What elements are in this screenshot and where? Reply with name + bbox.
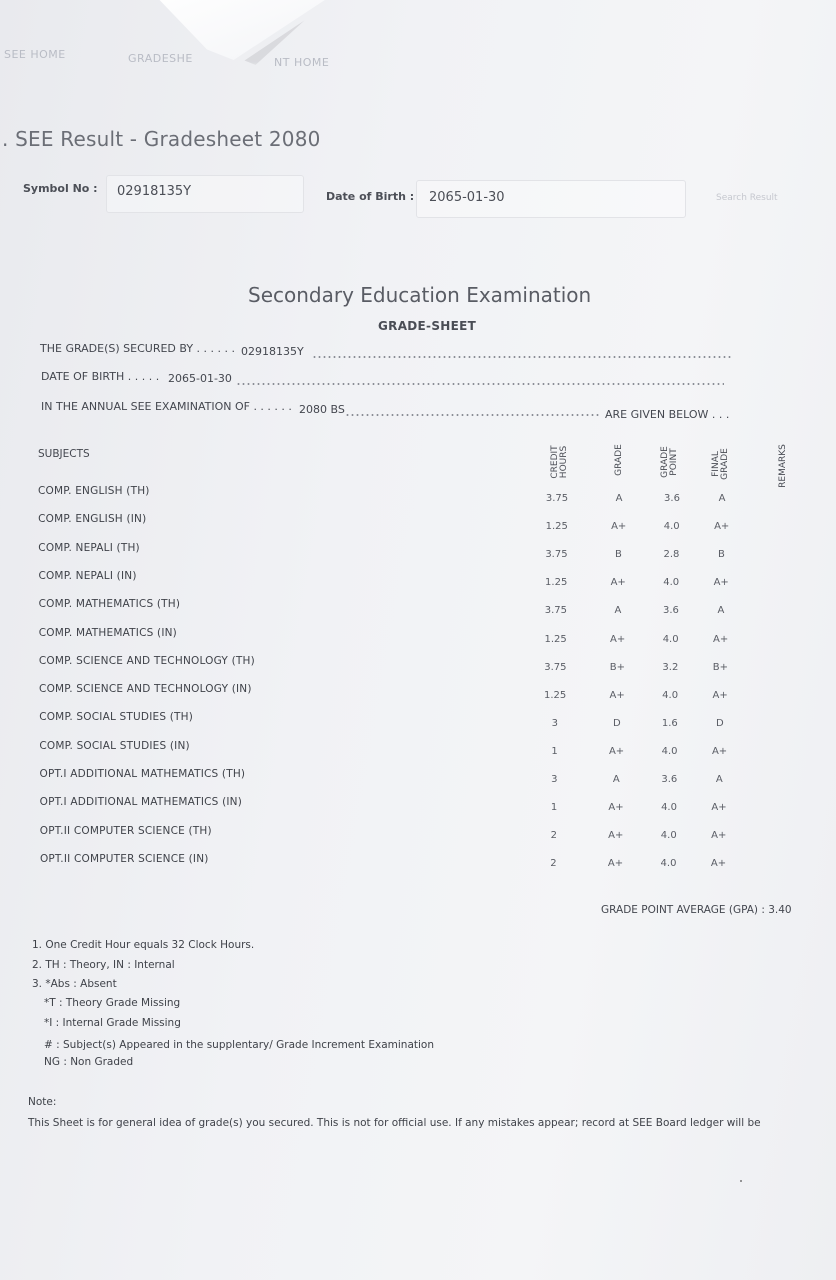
subject-name: OPT.II COMPUTER SCIENCE (IN) [39,852,209,865]
grade-point-cell: 4.0 [660,830,677,842]
legend-item: # : Subject(s) Appeared in the supplentary/ Grade Increment Examination [44,1039,434,1051]
credit-hours-cell: 3.75 [545,549,568,561]
final-grade-cell: A+ [714,521,730,533]
grade-cell: A [614,605,622,617]
grade-cell: A+ [608,802,624,814]
dob-line-label: DATE OF BIRTH . . . . . [41,370,160,383]
search-result-button[interactable]: Search Result [716,193,778,203]
grade-point-cell: 4.0 [660,858,677,870]
given-below-text: ARE GIVEN BELOW . . . [605,408,730,421]
subject-name: COMP. NEPALI (IN) [38,569,137,582]
final-grade-cell: A [715,774,723,785]
grade-point-cell: 4.0 [662,689,679,701]
paper-fold [150,0,340,60]
subjects-header: SUBJECTS [38,448,90,460]
final-grade-cell: A [717,605,725,617]
subject-name: COMP. SCIENCE AND TECHNOLOGY (IN) [39,683,252,696]
exam-title: Secondary Education Examination [248,283,592,307]
final-grade-cell: B [718,549,725,561]
credit-hours-cell: 3.75 [545,493,569,504]
grade-point-header: GRADE POINT [660,446,679,478]
grade-cell: D [612,717,621,729]
grade-header: GRADE [614,444,624,476]
grade-point-cell: 4.0 [661,745,678,757]
grade-cell: A+ [608,830,624,842]
grade-cell: A+ [610,633,626,645]
speck [740,1180,742,1182]
legend-item: *I : Internal Grade Missing [44,1017,181,1029]
subject-name: COMP. NEPALI (TH) [38,541,140,554]
grade-cell: A+ [607,858,624,870]
final-grade-cell: A+ [713,577,729,589]
grade-cell: A+ [609,689,625,701]
legend-item: 2. TH : Theory, IN : Internal [32,959,175,971]
credit-hours-cell: 3.75 [544,661,567,673]
final-grade-cell: A+ [711,830,727,842]
legend-item: *T : Theory Grade Missing [44,997,181,1009]
grade-point-cell: 3.6 [661,774,678,785]
subject-name: OPT.I ADDITIONAL MATHEMATICS (TH) [39,768,246,780]
remarks-header: REMARKS [778,444,788,488]
nav-home[interactable]: NT HOME [274,56,330,69]
note-label: Note: [28,1096,57,1108]
grade-point-cell: 4.0 [663,577,680,589]
subject-name: COMP. ENGLISH (TH) [38,485,150,497]
dotted-leader [345,414,599,416]
subject-name: COMP. SOCIAL STUDIES (IN) [39,739,190,752]
grade-cell: A+ [611,521,627,533]
credit-hours-cell: 3.75 [544,605,568,617]
final-grade-cell: A+ [711,745,728,757]
subject-name: COMP. SCIENCE AND TECHNOLOGY (TH) [38,654,255,667]
grade-point-cell: 3.6 [662,605,679,617]
credit-hours-cell: 2 [550,858,557,870]
subject-name: COMP. SOCIAL STUDIES (TH) [39,711,194,724]
credit-hours-header: CREDIT HOURS [550,445,569,479]
secured-by-label: THE GRADE(S) SECURED BY . . . . . . [40,342,236,355]
grade-cell: B+ [609,661,625,673]
exam-of-label: IN THE ANNUAL SEE EXAMINATION OF . . . . . . [41,400,292,413]
gpa-text: GRADE POINT AVERAGE (GPA) : 3.40 [601,904,792,916]
symbol-label: Symbol No : [23,182,98,195]
final-grade-cell: A+ [710,858,727,870]
grade-point-cell: 4.0 [661,802,677,814]
symbol-value: 02918135Y [117,184,192,199]
grade-point-cell: 4.0 [663,521,680,533]
secured-by-value: 02918135Y [241,345,304,358]
grade-cell: A [612,774,620,785]
note-text: This Sheet is for general idea of grade(s) you secured. This is not for official use. If any mistakes appear; record at SEE Board ledger will be [28,1117,761,1129]
credit-hours-cell: 1.25 [543,689,567,701]
credit-hours-cell: 2 [550,830,557,842]
final-grade-cell: D [715,717,724,729]
grade-point-cell: 3.6 [664,493,680,504]
final-grade-cell: A+ [712,689,728,701]
final-grade-header: FINAL GRADE [711,448,730,480]
dob-label: Date of Birth : [326,190,415,203]
grade-point-cell: 3.2 [662,661,679,673]
credit-hours-cell: 1.25 [545,577,568,589]
final-grade-cell: B+ [712,661,728,673]
grade-cell: A+ [610,577,626,589]
credit-hours-cell: 1 [551,745,558,757]
dotted-leader [312,356,732,358]
dob-line-value: 2065-01-30 [168,372,232,385]
nav-see-home[interactable]: SEE HOME [4,48,66,61]
legend-item: NG : Non Graded [44,1056,134,1068]
grade-cell: A [615,493,623,504]
dotted-leader [236,383,724,385]
credit-hours-cell: 1.25 [545,521,568,533]
final-grade-cell: A+ [713,633,729,645]
credit-hours-cell: 1.25 [544,633,567,645]
grade-point-cell: 2.8 [663,549,680,561]
final-grade-cell: A+ [711,802,727,814]
credit-hours-cell: 3 [551,717,559,729]
subject-name: COMP. MATHEMATICS (IN) [38,626,177,639]
dob-value: 2065-01-30 [429,190,505,205]
credit-hours-cell: 1 [550,802,558,814]
final-grade-cell: A [718,493,726,504]
grade-cell: A+ [608,745,625,757]
sheet-title: GRADE-SHEET [378,319,477,333]
page-title: . SEE Result - Gradesheet 2080 [2,127,321,151]
subject-name: OPT.II COMPUTER SCIENCE (TH) [39,824,212,837]
subject-name: COMP. MATHEMATICS (TH) [38,598,181,611]
nav-gradesheet[interactable]: GRADESHE [128,52,193,65]
grade-cell: B [615,549,622,561]
exam-of-value: 2080 BS [299,403,345,416]
legend-item: 3. *Abs : Absent [32,978,117,990]
legend-item: 1. One Credit Hour equals 32 Clock Hours. [32,939,255,951]
subject-name: COMP. ENGLISH (IN) [38,513,147,526]
credit-hours-cell: 3 [551,774,558,785]
grade-point-cell: 4.0 [662,633,679,645]
grade-point-cell: 1.6 [661,717,678,729]
subject-name: OPT.I ADDITIONAL MATHEMATICS (IN) [39,796,243,809]
